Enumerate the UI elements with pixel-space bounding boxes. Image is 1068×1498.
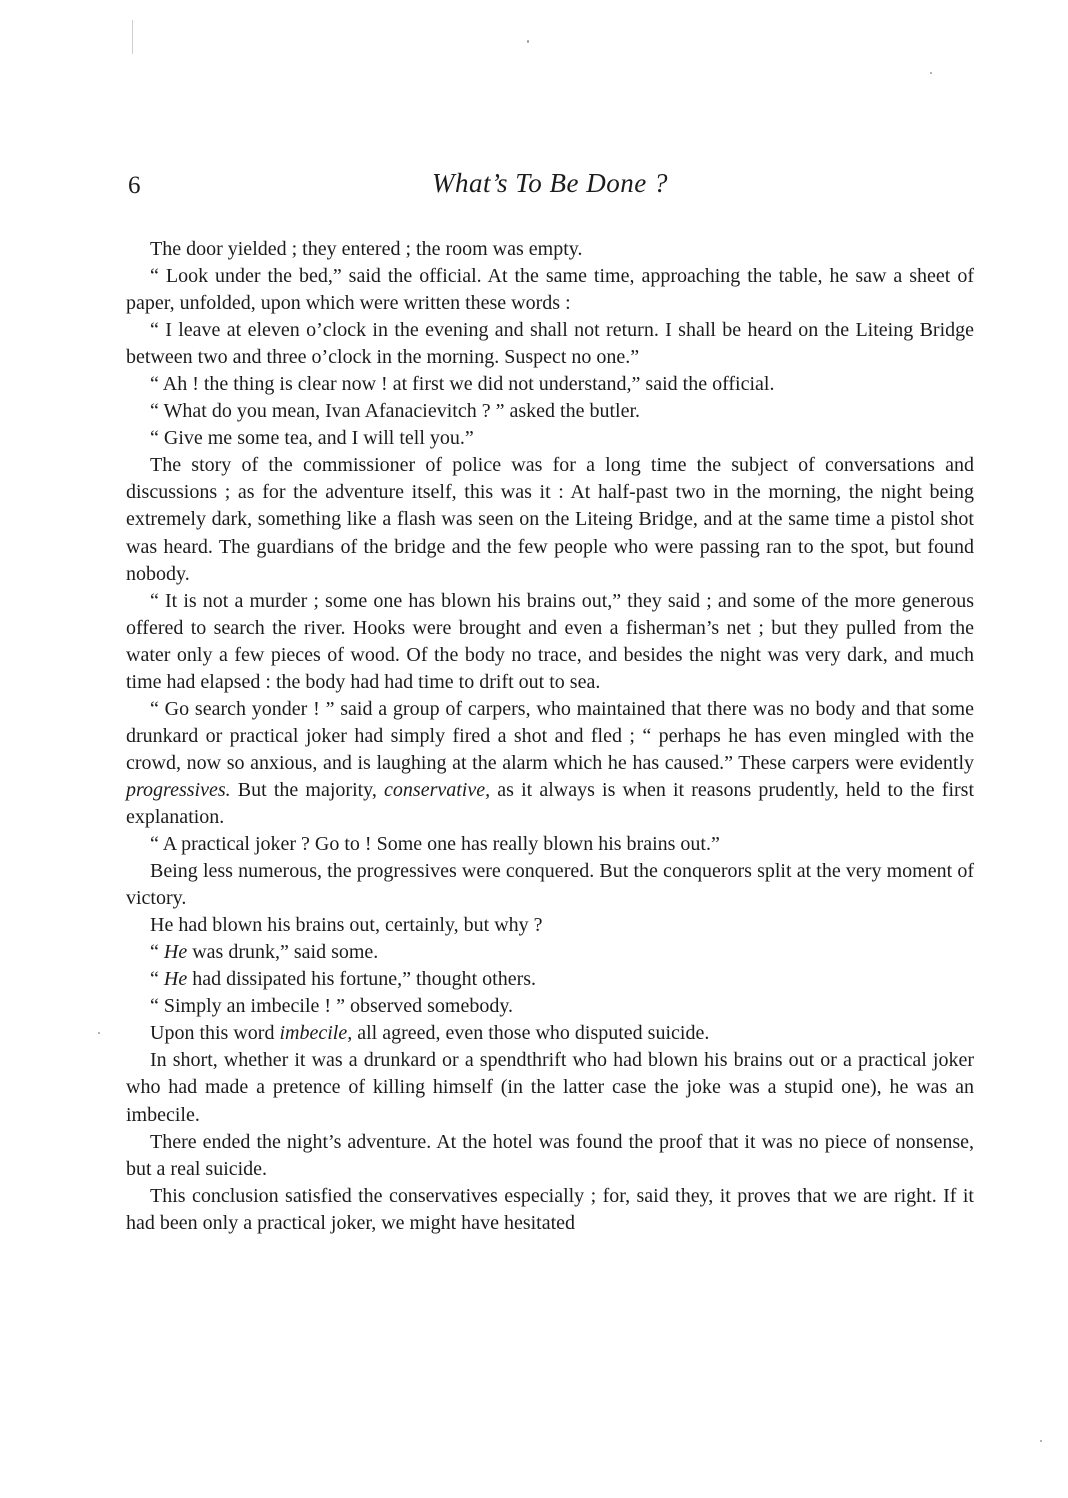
italic-term: imbecile, [279,1022,353,1045]
italic-term: He [163,941,188,964]
body-text [126,236,974,1237]
running-title: What’s To Be Done ? [431,168,668,198]
scan-speck [527,40,529,43]
italic-term: conservative, [384,778,491,801]
scan-margin-mark [132,20,133,54]
paragraph: “ I leave at eleven o’clock in the evening and shall not return. I shall be heard on the Liteing Bridge between two and three o’clock in the morning. Suspect no one.” [126,319,974,369]
paragraph: “ What do you mean, Ivan Afanacievitch ? ” asked the butler. [150,400,640,423]
paragraph: This conclusion satisfied the conservatives especially ; for, said they, it proves that we are right. If it had been only a practical joker, we might have hesitated [126,1184,974,1234]
scan-speck [930,72,932,74]
paragraph: Being less numerous, the progressives were conquered. But the conquerors split at the very moment of victory. [126,860,974,910]
paragraph: “ Ah ! the thing is clear now ! at first we did not understand,” said the official. [150,373,775,396]
italic-term: He [163,968,188,991]
italic-term: progressives. [126,778,231,801]
paragraph: The story of the commissioner of police was for a long time the subject of conversations and discussions ; as for the adventure itself, this was it : At half-past two in the morning, the night being extremely dark, something like a flash was seen on the Liteing Bridge, and at the same time a pistol shot was heard. The guardians of the bridge and the few people who were passing ran to the spot, but found nobody. [126,454,974,585]
paragraph: He had blown his brains out, certainly, but why ? [150,914,543,937]
page-header [126,168,974,208]
paragraph: The door yielded ; they entered ; the room was empty. [150,238,583,260]
paragraph: “ Give me some tea, and I will tell you.” [150,427,474,450]
page-number: 6 [128,172,141,199]
paragraph: “ A practical joker ? Go to ! Some one has really blown his brains out.” [150,833,720,856]
paragraph: “ Simply an imbecile ! ” observed somebody. [150,995,514,1018]
paragraph: “ He was drunk,” said some. [150,941,379,964]
paragraph: Upon this word imbecile, all agreed, even those who disputed suicide. [150,1022,710,1045]
paragraph: “ Look under the bed,” said the official. At the same time, approaching the table, he saw a sheet of paper, unfolded, upon which were written these words : [126,265,974,315]
paragraph: In short, whether it was a drunkard or a spendthrift who had blown his brains out or a practical joker who had made a pretence of killing himself (in the latter case the joke was a stupid one), he was an imbecile. [126,1049,974,1126]
scan-speck [1040,1440,1042,1442]
scan-speck [98,1032,100,1034]
paragraph: “ It is not a murder ; some one has blown his brains out,” they said ; and some of the more generous offered to search the river. Hooks were brought and even a fisherman’s net ; but they pulled from the water only a few pieces of wood. Of the body no trace, and besides the night was very dark, and much time had elapsed : the body had had time to drift out to sea. [126,589,974,693]
paragraph: “ He had dissipated his fortune,” thought others. [150,968,537,991]
paragraph: “ Go search yonder ! ” said a group of carpers, who maintained that there was no body and that some drunkard or practical joker had simply fired a shot and fled ; “ perhaps he has even mingled with the crowd, now so anxious, and is laughing at the alarm which he has caused.” These carpers were evidently progressives. But the majority, conservative, as it always is when it reasons prudently, held to the first explanation. [126,697,974,828]
paragraph: There ended the night’s adventure. At the hotel was found the proof that it was no piece of nonsense, but a real suicide. [126,1130,974,1180]
